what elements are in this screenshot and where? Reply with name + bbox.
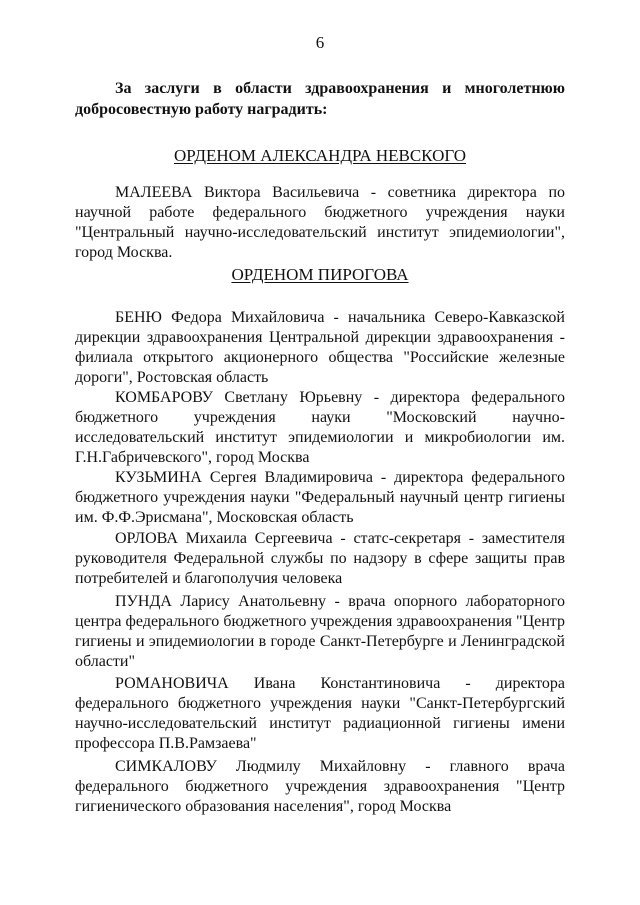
award-entry: СИМКАЛОВУ Людмилу Михайловну - главного врача федерального бюджетного учреждения здравоохранения "Центр гигиенического образования населения", город Москва	[75, 758, 565, 815]
order-heading-alexander-nevsky: ОРДЕНОМ АЛЕКСАНДРА НЕВСКОГО	[173, 146, 467, 165]
award-entry: МАЛЕЕВА Виктора Васильевича - советника директора по научной работе федерального бюджетного учреждения науки "Центральный научно-исследовательский институт эпидемиологии", город Москва.	[75, 184, 565, 261]
award-intro-heading: За заслуги в области здравоохранения и многолетнюю добросовестную работу наградить:	[75, 80, 565, 118]
award-entry: ПУНДА Ларису Анатольевну - врача опорного лабораторного центра федерального бюджетного учреждения здравоохранения "Центр гигиены и эпидемиологии в городе Санкт-Петербурге и Ленинградской области"	[75, 593, 565, 670]
order-heading-pirogov: ОРДЕНОМ ПИРОГОВА	[231, 265, 409, 284]
award-entry: КОМБАРОВУ Светлану Юрьевну - директора федерального бюджетного учреждения науки "Московский научно-исследовательский институт эпидемиологии и микробиологии им. Г.Н.Габричевского", город Москва	[75, 389, 565, 466]
award-entry: БЕНЮ Федора Михайловича - начальника Северо-Кавказской дирекции здравоохранения Центральной дирекции здравоохранения - филиала открытого акционерного общества "Российские железные дороги", Ростовская область	[75, 309, 565, 386]
award-entry: ОРЛОВА Михаила Сергеевича - статс-секретаря - заместителя руководителя Федеральной службы по надзору в сфере защиты прав потребителей и благополучия человека	[75, 530, 565, 587]
page-number: 6	[315, 33, 325, 52]
award-entry: КУЗЬМИНА Сергея Владимировича - директора федерального бюджетного учреждения науки "Федеральный научный центр гигиены им. Ф.Ф.Эрисмана", Московская область	[75, 469, 565, 526]
award-entry: РОМАНОВИЧА Ивана Константиновича - директора федерального бюджетного учреждения науки "Санкт-Петербургский научно-исследовательский институт радиационной гигиены имени профессора П.В.Рамзаева"	[75, 675, 565, 752]
